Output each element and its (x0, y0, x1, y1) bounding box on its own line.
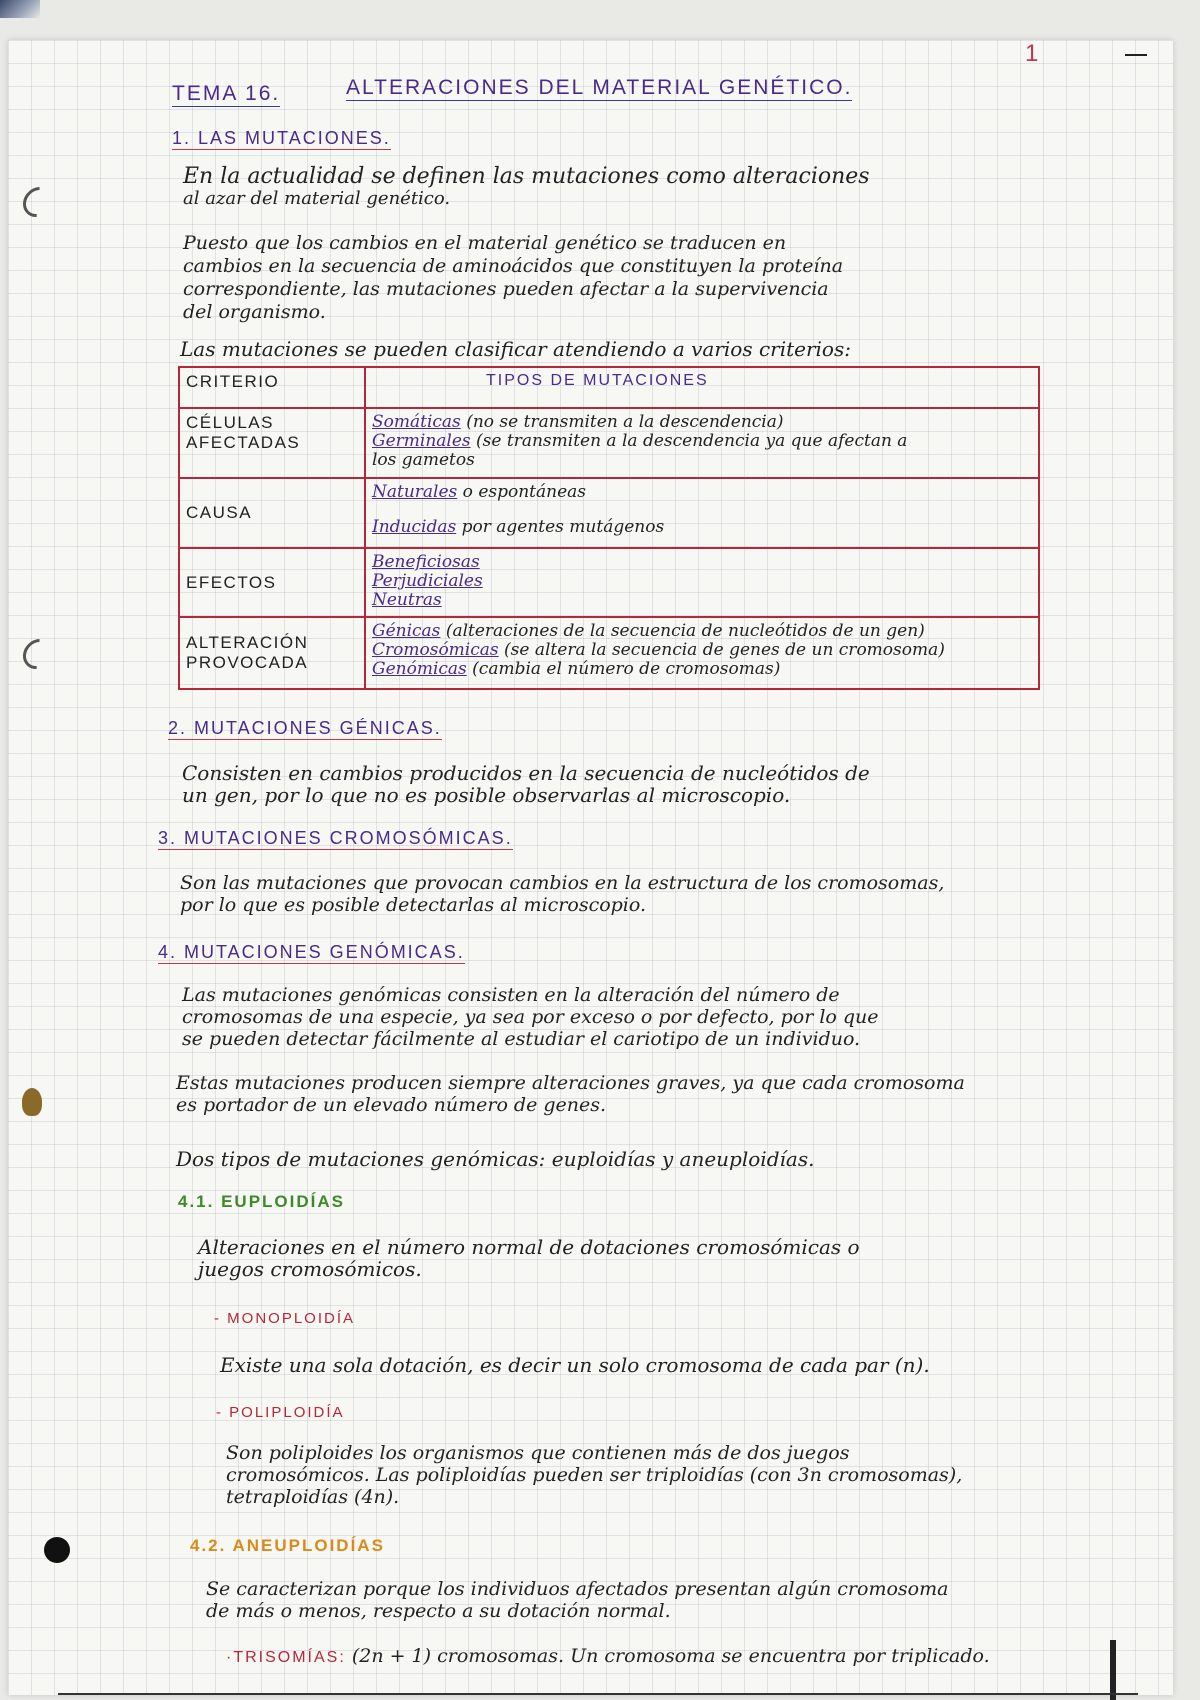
criteria-table (178, 366, 1040, 690)
text-line: se pueden detectar fácilmente al estudiar el cariotipo de un individuo. (182, 1028, 861, 1050)
table-header-cell: TIPOS DE MUTACIONES (365, 367, 1039, 408)
text-line: Son poliploides los organismos que contienen más de dos juegos (226, 1442, 850, 1464)
table-cell-tipos (365, 408, 1039, 478)
tipo-line (372, 451, 1032, 470)
tipo-text: por agentes mutágenos (456, 517, 665, 538)
edge-mark (1125, 54, 1147, 56)
paragraph (226, 1442, 962, 1508)
paragraph: Dos tipos de mutaciones genómicas: euploidías y aneuploidías. (176, 1147, 815, 1171)
paragraph: Existe una sola dotación, es decir un solo cromosoma de cada par (n). (220, 1353, 930, 1377)
text-line: cromosomas de una especie, ya sea por exceso o por defecto, por lo que (182, 1006, 879, 1028)
page-title: ALTERACIONES DEL MATERIAL GENÉTICO. (346, 76, 853, 99)
tipo-keyword: Cromosómicas (372, 639, 499, 660)
criterio-line: PROVOCADA (186, 652, 309, 672)
text-line: cambios en la secuencia de aminoácidos que constituyen la proteína (183, 255, 844, 277)
page-number: 1 (1025, 40, 1039, 67)
paragraph (182, 762, 870, 806)
table-header-cell: CRITERIO (179, 367, 365, 408)
paragraph (198, 1236, 860, 1280)
subsection-heading: 4.1. EUPLOIDÍAS (178, 1192, 345, 1211)
tipo-line (372, 572, 1032, 591)
tipo-keyword: Inducidas (372, 517, 457, 538)
table-cell-tipos (365, 478, 1039, 548)
tipo-keyword: Germinales (372, 431, 471, 452)
text-line: por lo que es posible detectarlas al microscopio. (180, 894, 647, 916)
criterio-line: CÉLULAS (186, 413, 274, 433)
section-heading: 2. MUTACIONES GÉNICAS. (168, 718, 442, 738)
table-cell-tipos (365, 548, 1039, 617)
text-line: tetraploidías (4n). (226, 1486, 400, 1508)
tipo-text: o espontáneas (457, 482, 587, 503)
paragraph (206, 1578, 948, 1622)
tipo-text: (se transmiten a la descendencia ya que afectan a (470, 431, 908, 452)
page-bottom-edge (58, 1693, 1138, 1695)
table-row (179, 478, 1039, 548)
text-line: (2n + 1) cromosomas. Un cromosoma se encuentra por triplicado. (345, 1645, 990, 1667)
item-heading: - POLIPLOIDÍA (216, 1404, 345, 1421)
paragraph: Las mutaciones se pueden clasificar atendiendo a varios criterios: (180, 337, 851, 361)
text-line: Puesto que los cambios en el material genético se traducen en (183, 232, 787, 254)
text-line: cromosómicos. Las poliploidías pueden ser triploidías (con 3n cromosomas), (226, 1464, 963, 1486)
table-cell-tipos (365, 617, 1039, 689)
table-header-row (179, 367, 1039, 408)
criterio-line: EFECTOS (186, 572, 277, 592)
tipo-keyword: Neutras (372, 590, 442, 611)
section-heading: 4. MUTACIONES GENÓMICAS. (158, 942, 465, 962)
criterio-line: AFECTADAS (186, 433, 301, 453)
tipo-keyword: Génicas (372, 620, 441, 641)
criterio-line: CAUSA (186, 503, 253, 523)
text-line: de más o menos, respecto a su dotación normal. (206, 1600, 671, 1622)
tipo-text: los gametos (372, 450, 475, 471)
item-heading: - MONOPLOIDÍA (214, 1310, 356, 1327)
tipo-line (372, 660, 1032, 679)
text-line: al azar del material genético. (183, 188, 451, 209)
section-heading: 3. MUTACIONES CROMOSÓMICAS. (158, 828, 513, 848)
table-cell-criterio (179, 617, 365, 689)
table-row (179, 408, 1039, 478)
paragraph (183, 232, 843, 324)
tipo-line (372, 641, 1032, 660)
edge-mark (1110, 1640, 1116, 1700)
table-cell-criterio (179, 478, 365, 548)
tipo-keyword: Somáticas (372, 412, 461, 433)
tipo-keyword: Perjudiciales (372, 571, 483, 592)
table-cell-criterio (179, 548, 365, 617)
text-line: En la actualidad se definen las mutaciones como alteraciones (183, 164, 870, 189)
paragraph (183, 166, 870, 210)
tipo-line (372, 518, 1032, 537)
text-line: Son las mutaciones que provocan cambios en la estructura de los cromosomas, (180, 872, 945, 894)
paragraph (176, 1072, 965, 1116)
table-row (179, 548, 1039, 617)
text-line: es portador de un elevado número de genes. (176, 1094, 607, 1116)
section-heading: 1. LAS MUTACIONES. (172, 128, 391, 148)
text-line: del organismo. (183, 301, 326, 323)
binder-hole (22, 1088, 42, 1116)
paragraph (180, 872, 944, 916)
text-line: Consisten en cambios producidos en la secuencia de nucleótidos de (182, 761, 870, 785)
tipo-line (372, 413, 1032, 432)
text-line: correspondiente, las mutaciones pueden afectar a la supervivencia (183, 278, 829, 300)
text-line: Se caracterizan porque los individuos afectados presentan algún cromosoma (206, 1578, 949, 1600)
criterio-line: ALTERACIÓN (186, 632, 309, 652)
tipo-line (372, 553, 1032, 572)
text-line: Estas mutaciones producen siempre alteraciones graves, ya que cada cromosoma (176, 1072, 965, 1094)
item-heading: ·TRISOMÍAS: (226, 1649, 346, 1666)
subsection-heading: 4.2. ANEUPLOIDÍAS (190, 1536, 385, 1555)
tipo-text: (se altera la secuencia de genes de un cromosoma) (498, 639, 945, 660)
tipo-text: (alteraciones de la secuencia de nucleótidos de un gen) (440, 620, 925, 641)
paragraph (182, 984, 879, 1050)
table-row (179, 617, 1039, 689)
tipo-line (372, 591, 1032, 610)
tipo-line (372, 432, 1032, 451)
tipo-keyword: Beneficiosas (372, 552, 480, 573)
tipo-text: (cambia el número de cromosomas) (466, 658, 781, 679)
table-cell-criterio (179, 408, 365, 478)
text-line: Alteraciones en el número normal de dotaciones cromosómicas o (198, 1235, 860, 1259)
tipo-text: (no se transmiten a la descendencia) (460, 412, 784, 433)
text-line: Las mutaciones genómicas consisten en la alteración del número de (182, 984, 840, 1006)
tipo-line (372, 483, 1032, 502)
text-line: juegos cromosómicos. (198, 1257, 422, 1281)
tipo-line (372, 622, 1032, 641)
tipo-keyword: Genómicas (372, 658, 467, 679)
photo-corner (0, 0, 40, 18)
binder-hole (44, 1537, 70, 1563)
text-line: un gen, por lo que no es posible observarlas al microscopio. (182, 783, 791, 807)
tipo-keyword: Naturales (372, 482, 458, 503)
tema-label: TEMA 16. (172, 82, 281, 105)
paragraph (226, 1645, 990, 1669)
